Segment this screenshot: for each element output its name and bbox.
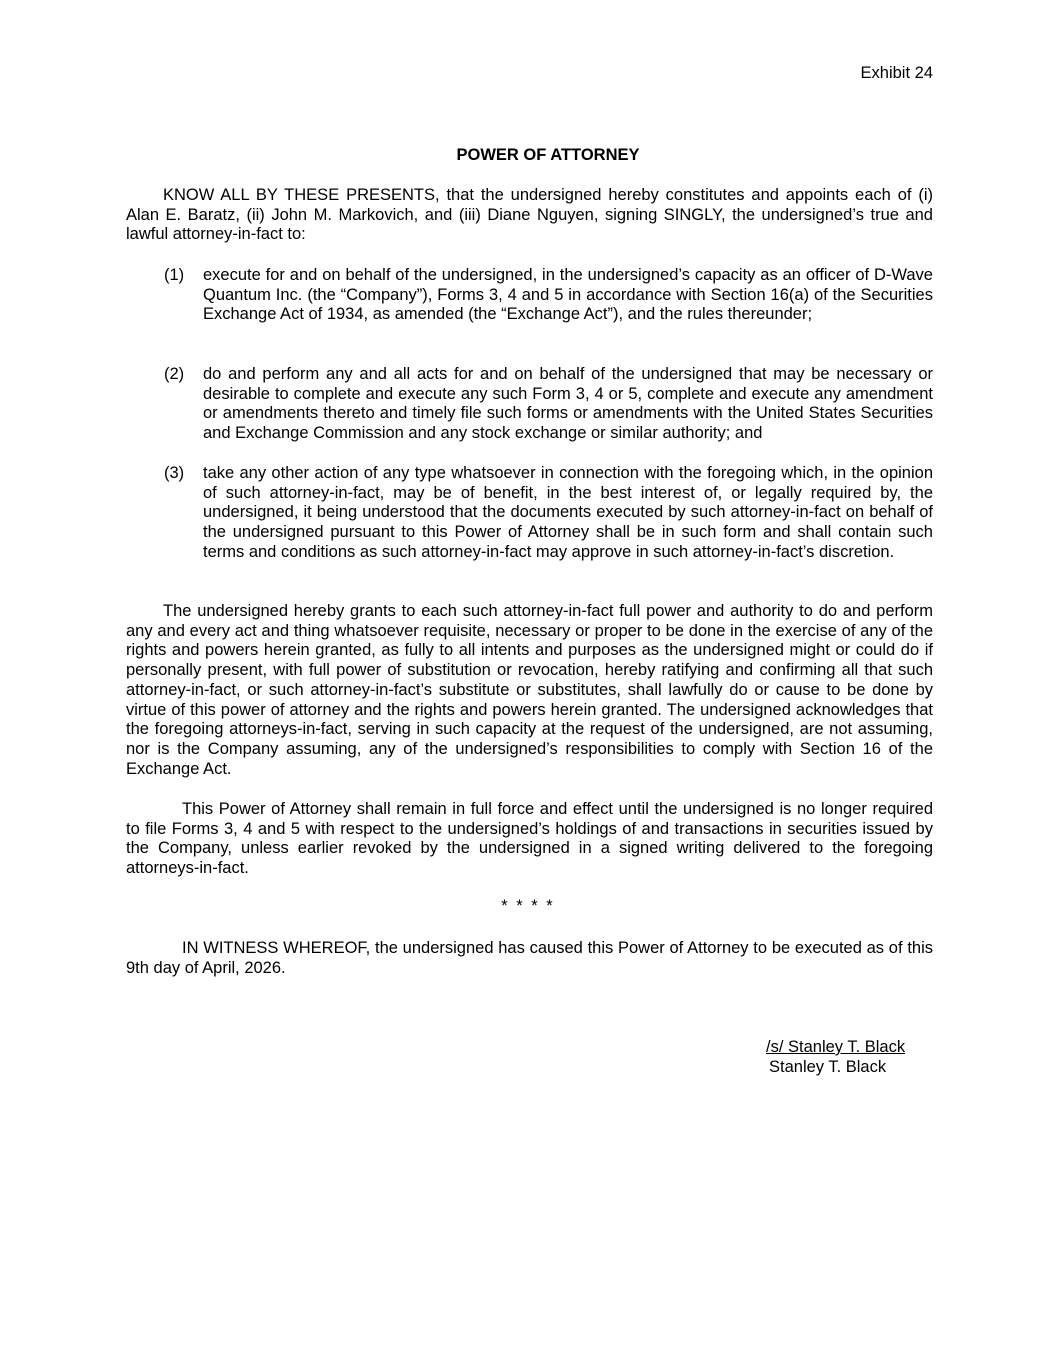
list-item-text: do and perform any and all acts for and on behalf of the undersigned that may be necessary or desirable to complete and execute any such Form 3, 4 or 5, complete and execute any amendment or amendments thereto and timely file such forms or amendments with the United States Securities and Exchange Commission and any stock exchange or similar authority; and xyxy=(203,365,933,443)
signature-block xyxy=(746,1038,934,1077)
list-item-2 xyxy=(164,365,933,444)
section-separator: * * * * xyxy=(501,897,555,915)
list-item-text: execute for and on behalf of the undersigned, in the undersigned’s capacity as an officer of D-Wave Quantum Inc. (the “Company”), Forms 3, 4 and 5 in accordance with Section 16(a) of the Securities Exchange Act of 1934, as amended (the “Exchange Act”), and the rules thereunder; xyxy=(203,266,933,324)
witness-paragraph: IN WITNESS WHEREOF, the undersigned has caused this Power of Attorney to be executed as of this 9th day of April, 2026. xyxy=(126,939,933,977)
document-title: POWER OF ATTORNEY xyxy=(456,146,640,164)
duration-paragraph: This Power of Attorney shall remain in full force and effect until the undersigned is no longer required to file Forms 3, 4 and 5 with respect to the undersigned’s holdings of and transactions in securities issued by the Company, unless earlier revoked by the undersigned in a signed writing delivered to the foregoing attorneys-in-fact. xyxy=(126,800,933,878)
list-item-3 xyxy=(164,464,933,563)
grant-paragraph: The undersigned hereby grants to each such attorney-in-fact full power and authority to do and perform any and every act and thing whatsoever requisite, necessary or proper to be done in the exercise of any of the rights and powers herein granted, as fully to all intents and purposes as the undersigned might or could do if personally present, with full power of substitution or revocation, hereby ratifying and confirming all that such attorney-in-fact, or such attorney-in-fact’s substitute or substitutes, shall lawfully do or cause to be done by virtue of this power of attorney and the rights and powers herein granted. The undersigned acknowledges that the foregoing attorneys-in-fact, serving in such capacity at the request of the undersigned, are not assuming, nor is the Company assuming, any of the undersigned’s responsibilities to comply with Section 16 of the Exchange Act. xyxy=(126,602,933,778)
signature-line: /s/ Stanley T. Black xyxy=(766,1038,906,1056)
list-item-number: (1) xyxy=(164,266,185,284)
list-item-number: (3) xyxy=(164,464,185,482)
exhibit-label: Exhibit 24 xyxy=(860,64,933,82)
intro-paragraph: KNOW ALL BY THESE PRESENTS, that the undersigned hereby constitutes and appoints each of (i) Alan E. Baratz, (ii) John M. Markovich, and (iii) Diane Nguyen, signing SINGLY, the undersigned’s true and lawful attorney-in-fact to: xyxy=(126,186,933,244)
list-item-number: (2) xyxy=(164,365,185,383)
signer-printed-name: Stanley T. Black xyxy=(769,1057,887,1076)
list-item-1 xyxy=(164,266,933,325)
list-item-text: take any other action of any type whatsoever in connection with the foregoing which, in the opinion of such attorney-in-fact, may be of benefit, in the best interest of, or legally required by, the undersigned, it being understood that the documents executed by such attorney-in-fact on behalf of the undersigned pursuant to this Power of Attorney shall be in such form and shall contain such terms and conditions as such attorney-in-fact may approve in such attorney-in-fact’s discretion. xyxy=(203,464,933,561)
